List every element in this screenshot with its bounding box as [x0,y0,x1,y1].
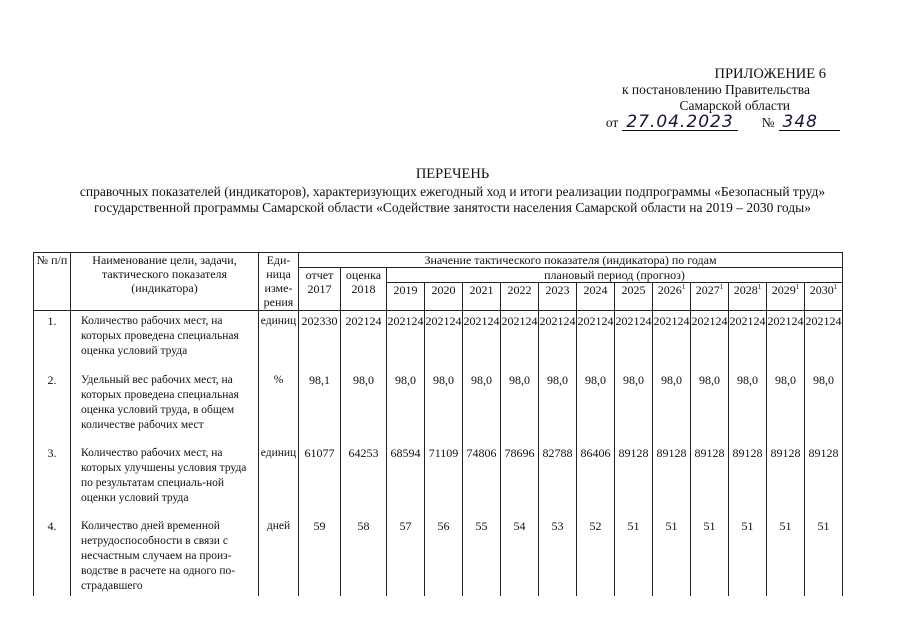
indicator-name: Количество рабочих мест, на которых улучшены условия труда по результатам специаль-ной оценки условий труда [71,443,259,516]
value-cell: 98,0 [653,370,691,443]
header-year [805,283,843,311]
value-cell: 202124 [767,311,805,370]
row-number: 4. [34,516,71,596]
handwritten-number: 348 [779,114,840,131]
value-cell: 202124 [501,311,539,370]
value-cell: 202124 [539,311,577,370]
unit-cell: дней [259,516,299,596]
row-number: 3. [34,443,71,516]
header-year-label: 2026 [657,283,682,297]
value-cell: 98,0 [729,370,767,443]
value-cell: 98,0 [501,370,539,443]
value-cell: 89128 [653,443,691,516]
value-cell: 202124 [387,311,425,370]
header-year-label: 2021 [469,283,494,297]
header-year [653,283,691,311]
value-cell: 98,0 [767,370,805,443]
value-cell: 202124 [425,311,463,370]
handwritten-date: 27.04.2023 [622,114,737,131]
value-cell: 61077 [299,443,341,516]
indicator-name: Количество дней временной нетрудоспособности в связи с несчастным случаем на произ-водстве в расчете на одного по-страдавшего [71,516,259,596]
number-prefix: № [761,115,775,130]
value-cell: 98,0 [577,370,615,443]
header-year [425,283,463,311]
value-cell: 51 [805,516,843,596]
header-year-label: 2024 [583,283,608,297]
value-cell: 51 [615,516,653,596]
header-year [691,283,729,311]
header-year [615,283,653,311]
header-estimate [341,268,387,311]
table-row [34,370,843,443]
appendix-line-3: Самарской области [679,98,790,113]
header-year [387,283,425,311]
date-prefix: от [605,115,619,130]
header-values: Значение тактического показателя (индикатора) по годам [299,253,843,268]
header-year [539,283,577,311]
header-year [767,283,805,311]
value-cell: 58 [341,516,387,596]
unit-cell: единиц [259,311,299,370]
value-cell: 98,0 [387,370,425,443]
value-cell: 52 [577,516,615,596]
value-cell: 89128 [767,443,805,516]
header-year [577,283,615,311]
document-subtitle: справочных показателей (индикаторов), характеризующих ежегодный ход и итоги реализации подпрограммы «Безопасный труд» государственной программы Самарской области «Содействие занятости населения Самарской области на 2019 – 2030 годы» [79,184,826,215]
header-estimate-label: оценка [345,268,382,282]
footnote-mark: 1 [681,283,686,291]
value-cell: 89128 [615,443,653,516]
header-year-label: 2023 [545,283,570,297]
indicator-name: Удельный вес рабочих мест, на которых проведена специальная оценка условий труда, в общем количестве рабочих мест [71,370,259,443]
header-year-label: 2030 [809,283,834,297]
footnote-mark: 1 [757,283,762,291]
value-cell: 56 [425,516,463,596]
value-cell: 202124 [577,311,615,370]
value-cell: 55 [463,516,501,596]
header-estimate-year: 2018 [351,282,376,296]
value-cell: 86406 [577,443,615,516]
value-cell: 98,0 [463,370,501,443]
value-cell: 51 [653,516,691,596]
value-cell: 202124 [615,311,653,370]
indicators-table [33,252,843,596]
table-row [34,516,843,596]
value-cell: 51 [691,516,729,596]
unit-cell: % [259,370,299,443]
value-cell: 74806 [463,443,501,516]
value-cell: 202124 [691,311,729,370]
header-name: Наименование цели, задачи, тактического показателя (индикатора) [71,253,259,311]
header-year-label: 2025 [621,283,646,297]
footnote-mark: 1 [833,283,838,291]
value-cell: 202330 [299,311,341,370]
value-cell: 89128 [805,443,843,516]
value-cell: 59 [299,516,341,596]
appendix-title: ПРИЛОЖЕНИЕ 6 [714,66,826,82]
footnote-mark: 1 [719,283,724,291]
header-year [463,283,501,311]
unit-cell: единиц [259,443,299,516]
value-cell: 98,0 [341,370,387,443]
indicator-name: Количество рабочих мест, на которых проведена специальная оценка условий труда [71,311,259,370]
value-cell: 78696 [501,443,539,516]
appendix-block [600,66,870,131]
value-cell: 202124 [653,311,691,370]
value-cell: 98,0 [691,370,729,443]
signature-line [600,114,870,131]
header-year [501,283,539,311]
header-plan: плановый период (прогноз) [387,268,843,283]
value-cell: 64253 [341,443,387,516]
header-report-label: отчет [305,268,334,282]
value-cell: 89128 [729,443,767,516]
value-cell: 202124 [341,311,387,370]
row-number: 2. [34,370,71,443]
header-year-label: 2019 [393,283,418,297]
value-cell: 54 [501,516,539,596]
value-cell: 51 [729,516,767,596]
value-cell: 89128 [691,443,729,516]
header-unit: Еди-ница изме-рения [259,253,299,311]
value-cell: 98,0 [425,370,463,443]
value-cell: 51 [767,516,805,596]
value-cell: 202124 [463,311,501,370]
value-cell: 98,0 [805,370,843,443]
header-report [299,268,341,311]
value-cell: 68594 [387,443,425,516]
appendix-line-2: к постановлению Правительства [621,82,810,97]
header-num: № п/п [34,253,71,311]
value-cell: 98,0 [615,370,653,443]
header-year [729,283,767,311]
header-year-label: 2020 [431,283,456,297]
value-cell: 82788 [539,443,577,516]
row-number: 1. [34,311,71,370]
header-report-year: 2017 [307,282,332,296]
table-row [34,311,843,370]
value-cell: 202124 [805,311,843,370]
header-year-label: 2022 [507,283,532,297]
value-cell: 98,0 [539,370,577,443]
value-cell: 98,1 [299,370,341,443]
document-title: ПЕРЕЧЕНЬ [415,166,490,182]
header-year-label: 2027 [695,283,720,297]
value-cell: 202124 [729,311,767,370]
header-year-label: 2028 [733,283,758,297]
value-cell: 71109 [425,443,463,516]
footnote-mark: 1 [795,283,800,291]
header-year-label: 2029 [771,283,796,297]
value-cell: 53 [539,516,577,596]
value-cell: 57 [387,516,425,596]
table-row [34,443,843,516]
